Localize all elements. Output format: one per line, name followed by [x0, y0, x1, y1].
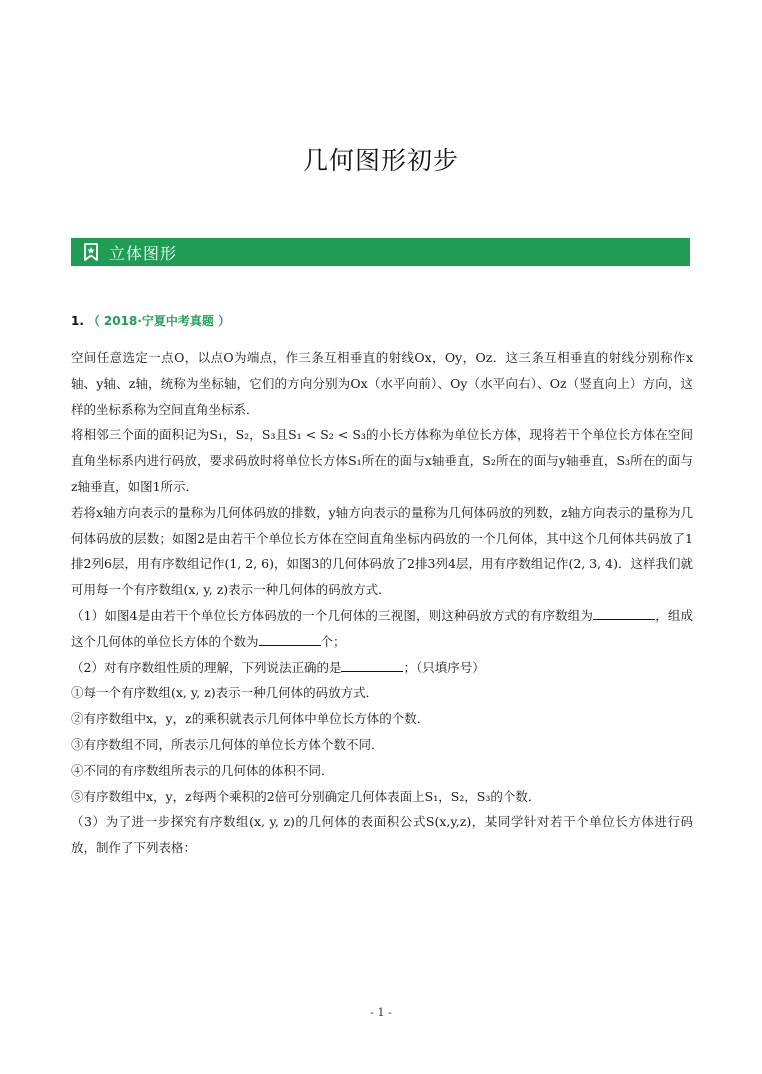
option-item: ③有序数组不同，所表示几何体的单位长方体个数不同． [71, 736, 384, 752]
question-number: 1. [71, 314, 84, 328]
section-title: 立体图形 [109, 243, 178, 263]
part-2 [71, 655, 693, 681]
part-1 [71, 603, 693, 655]
question-source: （ 2018·宁夏中考真题 ） [87, 314, 231, 328]
part-2-text-a: （2）对有序数组性质的理解，下列说法正确的是 [71, 659, 342, 675]
answer-blank-3[interactable] [341, 657, 403, 672]
question-header [71, 312, 230, 329]
bookmark-star-icon [82, 243, 100, 261]
question-paragraph: 空间任意选定一点O，以点O为端点，作三条互相垂直的射线Ox，Oy，Oz．这三条互相垂直的射线分别称作x轴、y轴、z轴，统称为坐标轴，它们的方向分别为Ox（水平向前）、Oy（水平向右）、Oz（竖直向上）方向，这样的坐标系称为空间直角坐标系． [71, 350, 693, 417]
question-paragraph: 将相邻三个面的面积记为S₁，S₂，S₃且S₁ < S₂ < S₃的小长方体称为单位长方体，现将若干个单位长方体在空间直角坐标系内进行码放，要求码放时将单位长方体S₁所在的面与x轴垂直，S₂所在的面与y轴垂直，S₃所在的面与z轴垂直，如图1所示． [71, 427, 693, 494]
option-item: ②有序数组中x，y，z的乘积就表示几何体中单位长方体的个数． [71, 711, 430, 727]
part-1-text-c: 个； [320, 633, 346, 649]
page-title: 几何图形初步 [302, 146, 459, 175]
option-item: ⑤有序数组中x，y，z每两个乘积的2倍可分别确定几何体表面上S₁，S₂，S₃的个数． [71, 788, 541, 804]
answer-blank-2[interactable] [259, 631, 321, 646]
option-item: ①每一个有序数组(x, y, z)表示一种几何体的码放方式． [71, 685, 379, 701]
page-number: - 1 - [370, 1006, 392, 1019]
part-2-text-b: ；（只填序号） [403, 659, 485, 675]
option-item: ④不同的有序数组所表示的几何体的体积不同． [71, 762, 334, 778]
section-header [71, 238, 690, 266]
part-3: （3）为了进一步探究有序数组(x, y, z)的几何体的表面积公式S(x,y,z)，某同学针对若干个单位长方体进行码放，制作了下列表格： [71, 814, 693, 856]
question-body [71, 345, 693, 861]
answer-blank-1[interactable] [593, 605, 655, 620]
part-1-text-a: （1）如图4是由若干个单位长方体码放的一个几何体的三视图，则这种码放方式的有序数组为 [71, 607, 594, 623]
part-1-text-b: ，组成这个几何体的单位长方体的个数为 [71, 607, 693, 649]
question-paragraph: 若将x轴方向表示的量称为几何体码放的排数，y轴方向表示的量称为几何体码放的列数，z轴方向表示的量称为几何体码放的层数；如图2是由若干个单位长方体在空间直角坐标内码放的一个几何体，其中这个几何体共码放了1排2列6层，用有序数组记作(1, 2, 6)，如图3的几何体码放了2排3列4层，用有序数组记作(2, 3, 4)．这样我们就可用每一个有序数组(x, y, z)表示一种几何体的码放方式． [71, 504, 693, 598]
